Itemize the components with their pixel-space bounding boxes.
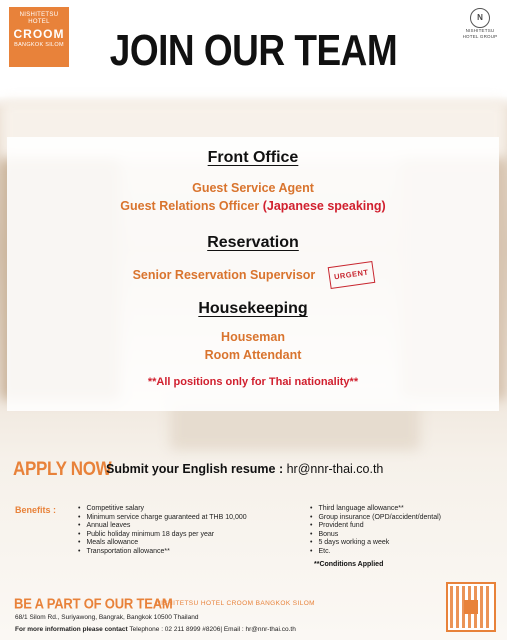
list-item: • Meals allowance — [78, 539, 247, 548]
logo-line4: BANGKOK SILOM — [14, 42, 64, 48]
list-item: • Annual leaves — [78, 522, 247, 531]
apply-now-heading: APPLY NOW — [13, 457, 112, 480]
email-link[interactable]: hr@nnr-thai.co.th — [286, 462, 384, 476]
benefits-list-right — [310, 505, 441, 557]
section-heading-front-office: Front Office — [207, 149, 299, 166]
list-item: • Provident fund — [310, 522, 441, 531]
position-guest-relations-officer — [7, 197, 499, 215]
list-item: • Etc. — [310, 548, 441, 557]
group-logo-line2: HOTEL GROUP — [462, 34, 498, 39]
qr-code-icon[interactable] — [446, 582, 496, 632]
contact-line — [15, 626, 296, 633]
section-heading-housekeeping: Housekeeping — [198, 300, 308, 317]
list-item: • Competitive salary — [78, 505, 247, 514]
position-houseman: Houseman — [221, 330, 285, 344]
list-item: • Bonus — [310, 531, 441, 540]
contact-label: For more information please contact — [15, 626, 128, 633]
group-mark-icon: N — [470, 8, 490, 28]
list-item: • Third language allowance** — [310, 505, 441, 514]
list-item: • Public holiday minimum 18 days per year — [78, 531, 247, 540]
page-title: JOIN OUR TEAM — [109, 26, 398, 75]
logo-line1: NISHITETSU — [19, 12, 59, 18]
contact-details: Telephone : 02 211 8999 #8206| Email : hr@nnr-thai.co.th — [129, 626, 296, 633]
position-label: Guest Relations Officer — [120, 199, 260, 213]
footer-subtitle: NISHITETSU HOTEL CROOM BANGKOK SILOM — [156, 600, 315, 607]
group-logo-line1: NISHITETSU — [465, 28, 495, 33]
section-heading-reservation: Reservation — [207, 234, 299, 251]
list-item: • Transportation allowance** — [78, 548, 247, 557]
submit-resume-line — [106, 462, 383, 476]
qr-center-logo — [464, 600, 478, 614]
list-item: • 5 days working a week — [310, 539, 441, 548]
position-label: Senior Reservation Supervisor — [132, 268, 316, 282]
benefits-label: Benefits : — [15, 505, 57, 515]
language-note: (Japanese speaking) — [262, 199, 386, 213]
position-room-attendant: Room Attendant — [204, 348, 302, 362]
conditions-note: **Conditions Applied — [314, 561, 384, 568]
position-senior-reservation-supervisor — [7, 266, 499, 288]
logo-line2: HOTEL — [28, 19, 50, 25]
submit-prompt: Submit your English resume : — [106, 462, 284, 476]
urgent-stamp: URGENT — [327, 261, 374, 289]
footer-title: BE A PART OF OUR TEAM — [14, 595, 173, 612]
list-item: • Group insurance (OPD/accident/dental) — [310, 514, 441, 523]
benefits-list-left — [78, 505, 247, 557]
position-guest-service-agent: Guest Service Agent — [192, 181, 314, 195]
address: 68/1 Silom Rd., Suriyawong, Bangrak, Bangkok 10500 Thailand — [15, 614, 199, 621]
logo-line3: CROOM — [13, 27, 65, 41]
group-logo — [461, 8, 499, 40]
list-item: • Minimum service charge guaranteed at THB 10,000 — [78, 514, 247, 523]
positions-card — [7, 137, 499, 411]
nationality-note: **All positions only for Thai nationality** — [147, 376, 359, 388]
